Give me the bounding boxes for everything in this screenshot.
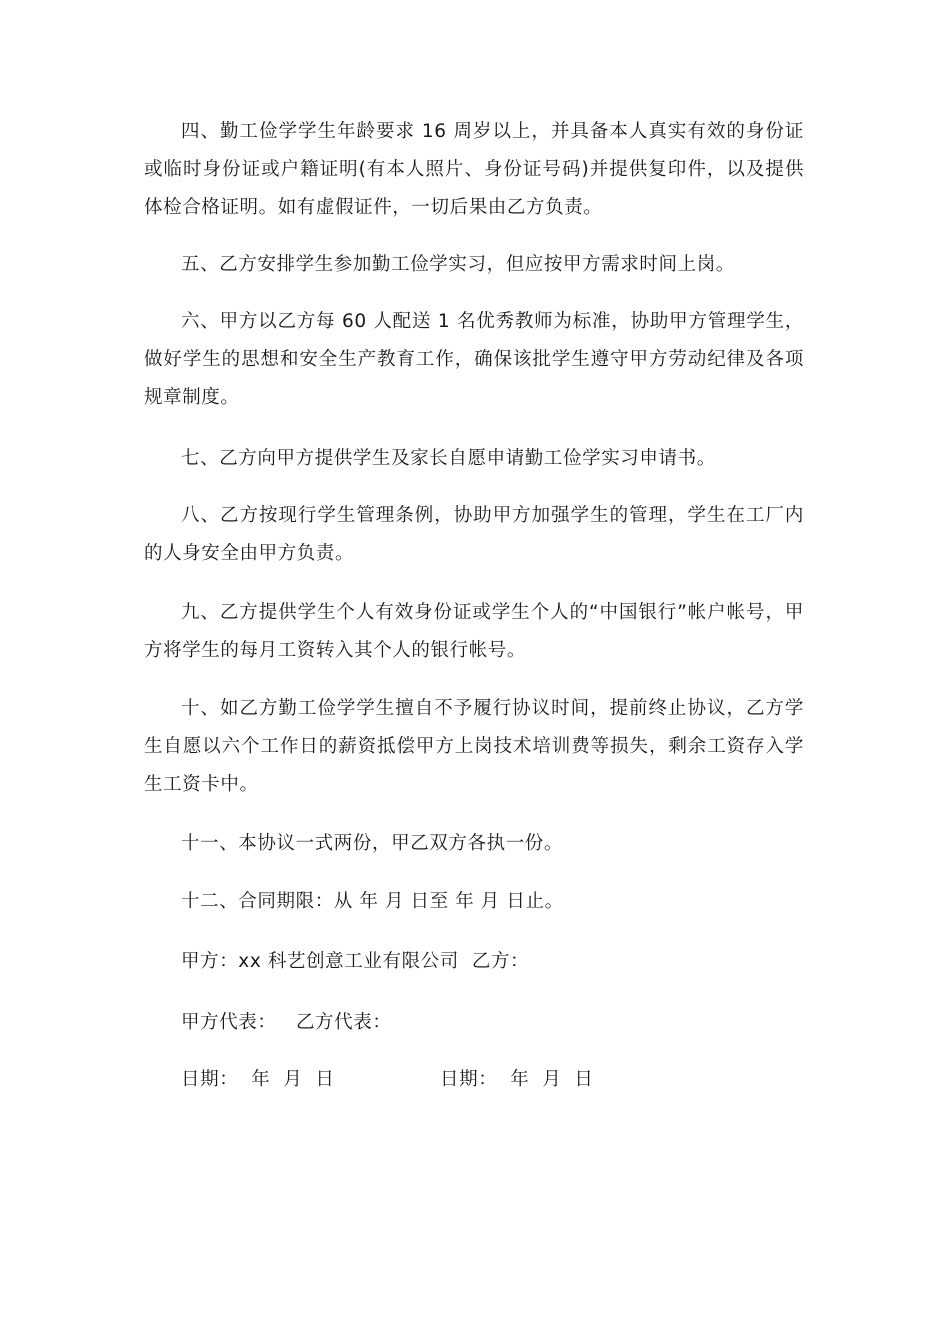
signature-date-party-b: 日期： 年 月 日 (440, 1069, 594, 1090)
clause-12: 十二、合同期限：从 年 月 日至 年 月 日止。 (181, 891, 564, 912)
clause-6: 六、甲方以乙方每 60 人配送 1 名优秀教师为标准，协助甲方管理学生，做好学生的思想和安全生产教育工作，确保该批学生遵守甲方劳动纪律及各项规章制度。 (144, 311, 804, 408)
signature-representatives: 甲方代表： 乙方代表： (181, 1012, 392, 1033)
clause-4: 四、勤工俭学学生年龄要求 16 周岁以上，并具备本人真实有效的身份证或临时身份证或户籍证明(有本人照片、身份证号码)并提供复印件，以及提供体检合格证明。如有虚假证件，一切后果由乙方负责。 (144, 121, 804, 218)
clause-9: 九、乙方提供学生个人有效身份证或学生个人的“中国银行”帐户帐号，甲方将学生的每月工资转入其个人的银行帐号。 (144, 602, 804, 661)
signature-date-party-a: 日期： 年 月 日 (181, 1069, 335, 1090)
clause-5: 五、乙方安排学生参加勤工俭学实习，但应按甲方需求时间上岗。 (181, 254, 735, 275)
clause-8: 八、乙方按现行学生管理条例，协助甲方加强学生的管理，学生在工厂内的人身安全由甲方负责。 (144, 505, 804, 564)
clause-7: 七、乙方向甲方提供学生及家长自愿申请勤工俭学实习申请书。 (181, 448, 716, 469)
clause-10: 十、如乙方勤工俭学学生擅自不予履行协议时间，提前终止协议，乙方学生自愿以六个工作日的薪资抵偿甲方上岗技术培训费等损失，剩余工资存入学生工资卡中。 (144, 698, 804, 795)
signature-parties: 甲方：xx 科艺创意工业有限公司 乙方： (181, 951, 530, 972)
clause-11: 十一、本协议一式两份，甲乙双方各执一份。 (181, 833, 564, 854)
